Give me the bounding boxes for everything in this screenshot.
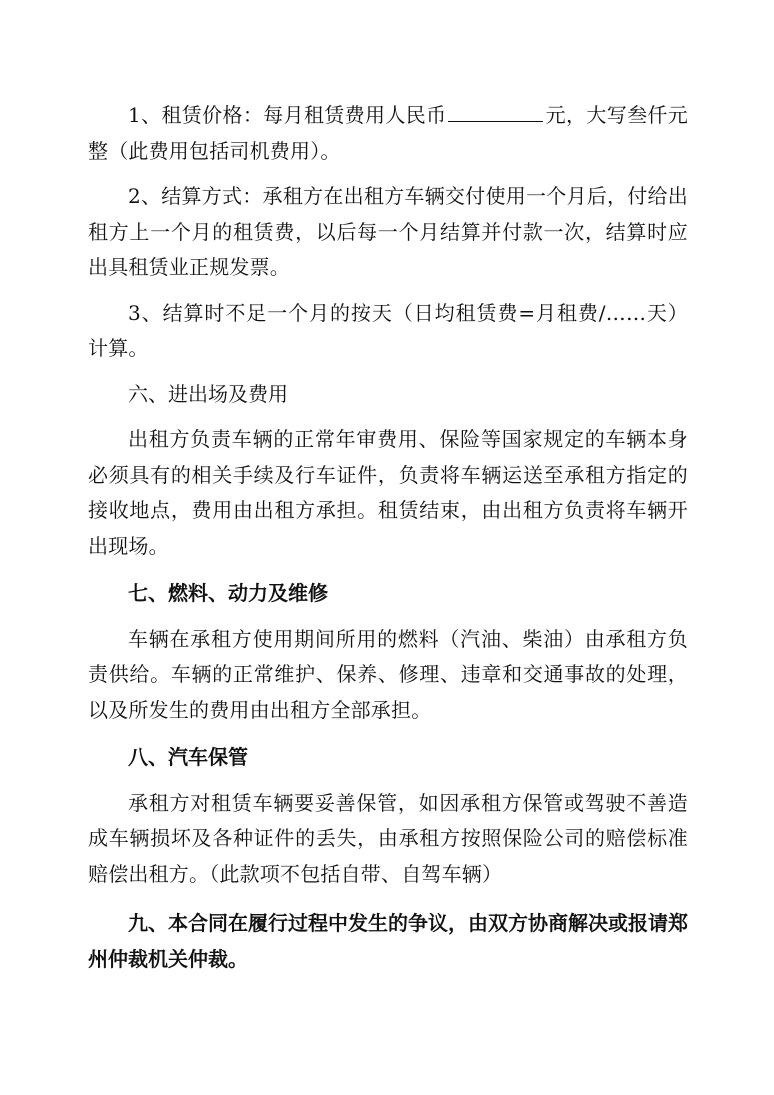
- amount-blank: [448, 101, 543, 122]
- section7-body: 车辆在承租方使用期间所用的燃料（汽油、柴油）由承租方负责供给。车辆的正常维护、保养、修理、违章和交通事故的处理，以及所发生的费用由出租方全部承担。: [88, 626, 688, 722]
- clause-price-text-end: 元，大写叁仟元整（此费用包括司机费用）。: [88, 103, 688, 163]
- section9-body: 九、本合同在履行过程中发生的争议，由双方协商解决或报请郑州仲裁机关仲裁。: [88, 911, 688, 971]
- section8-body: 承租方对租赁车辆要妥善保管，如因承租方保管或驾驶不善造成车辆损坏及各种证件的丢失，由承租方按照保险公司的赔偿标准赔偿出租方。（此款项不包括自带、自驾车辆）: [88, 790, 688, 886]
- clause-price-text-start: 1、租赁价格：每月租赁费用人民币: [128, 103, 447, 127]
- section8-title: 八、汽车保管: [128, 745, 248, 769]
- section6-body: 出租方负责车辆的正常年审费用、保险等国家规定的车辆本身必须具有的相关手续及行车证件，负责将车辆运送至承租方指定的接收地点，费用由出租方承担。租赁结束，由出租方负责将车辆开出现场。: [88, 427, 688, 558]
- clause-settlement: 2、结算方式：承租方在出租方车辆交付使用一个月后，付给出租方上一个月的租赁费，以后每一个月结算并付款一次，结算时应出具租赁业正规发票。: [88, 184, 688, 279]
- clause-partial-month: 3、结算时不足一个月的按天（日均租赁费=月租费/……天）计算。: [88, 300, 688, 360]
- section6-title: 六、进出场及费用: [128, 381, 288, 406]
- clause-price: [88, 98, 688, 169]
- contract-body: [88, 98, 688, 977]
- section7-title: 七、燃料、动力及维修: [128, 581, 328, 605]
